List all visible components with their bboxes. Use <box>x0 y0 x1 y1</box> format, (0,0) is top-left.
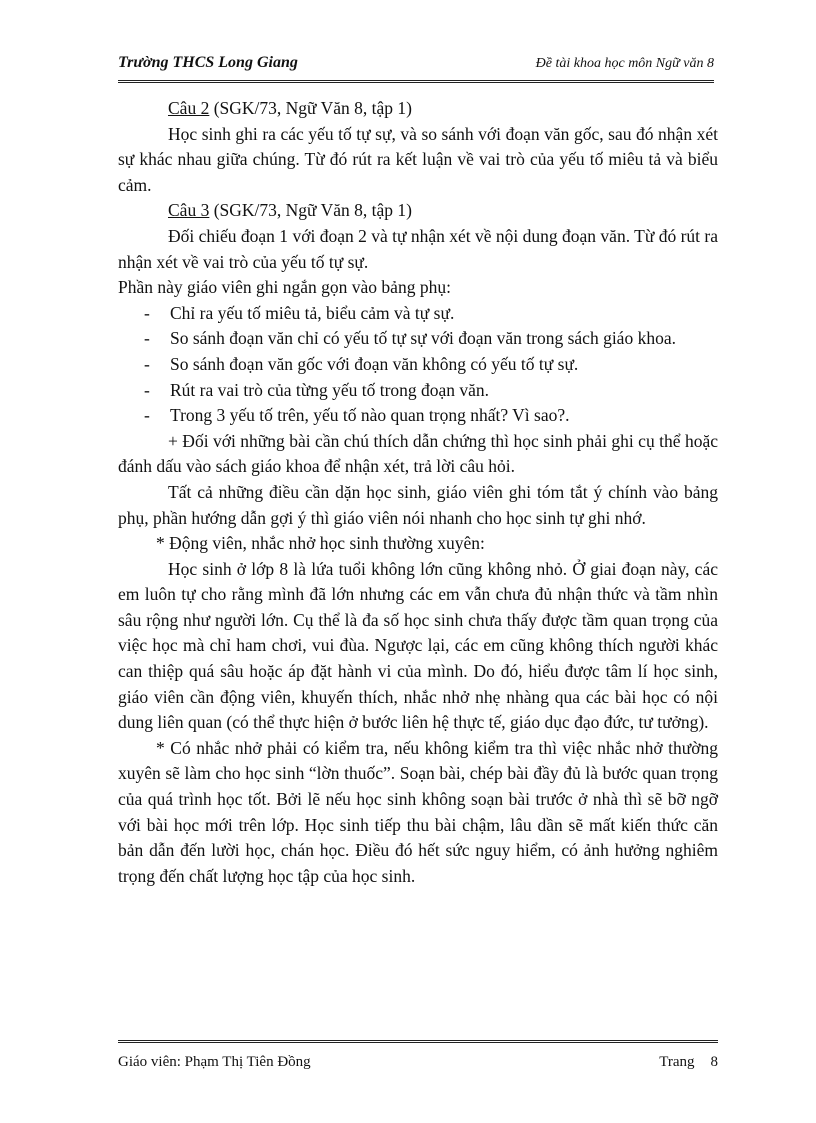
page-label: Trang <box>659 1054 695 1070</box>
question-2-paragraph: Học sinh ghi ra các yếu tố tự sự, và so sánh với đoạn văn gốc, sau đó nhận xét sự khác nhau giữa chúng. Từ đó rút ra kết luận về vai trò của yếu tố miêu tả và biểu cảm. <box>118 123 718 195</box>
question-3-heading <box>118 198 718 224</box>
document-body <box>118 96 718 889</box>
list-item <box>118 378 718 404</box>
list-dash: - <box>144 379 150 400</box>
list-item <box>118 352 718 378</box>
question-2-reference: (SGK/73, Ngữ Văn 8, tập 1) <box>209 98 412 118</box>
summary-paragraph: Tất cả những điều cần dặn học sinh, giáo viên ghi tóm tắt ý chính vào bảng phụ, phần hướng dẫn gợi ý thì giáo viên nói nhanh cho học sinh tự ghi nhớ. <box>118 481 718 528</box>
list-item-text: Rút ra vai trò của từng yếu tố trong đoạn văn. <box>170 379 490 400</box>
page-number: 8 <box>710 1054 718 1070</box>
page-footer <box>118 1040 718 1069</box>
list-dash: - <box>144 328 150 349</box>
encourage-heading: * Động viên, nhắc nhở học sinh thường xuyên: <box>156 533 485 554</box>
list-item-text: So sánh đoạn văn gốc với đoạn văn không có yếu tố tự sự. <box>170 353 579 374</box>
question-2-heading <box>118 96 718 122</box>
list-item-text: Chỉ ra yếu tố miêu tả, biểu cảm và tự sự. <box>170 302 455 323</box>
list-item <box>118 326 718 352</box>
list-item-text: So sánh đoạn văn chỉ có yếu tố tự sự với đoạn văn trong sách giáo khoa. <box>170 328 676 349</box>
school-name: Trường THCS Long Giang <box>118 54 298 71</box>
list-item-text: Trong 3 yếu tố trên, yếu tố nào quan trọng nhất? Vì sao?. <box>170 405 570 426</box>
board-list <box>118 301 718 429</box>
check-paragraph: * Có nhắc nhở phải có kiểm tra, nếu không kiểm tra thì việc nhắc nhở thường xuyên sẽ làm cho học sinh “lờn thuốc”. Soạn bài, chép bài đầy đủ là bước quan trọng của quá trình học tốt. Bởi lẽ nếu học sinh không soạn bài trước ở nhà thì sẽ bỡ ngỡ với bài học mới trên lớp. Học sinh tiếp thu bài chậm, lâu dần sẽ mất kiến thức căn bản dẫn đến lười học, chán học. Điều đó hết sức nguy hiểm, có ảnh hưởng nghiêm trọng đến chất lượng học tập của học sinh. <box>118 737 718 886</box>
note-paragraph: + Đối với những bài cần chú thích dẫn chứng thì học sinh phải ghi cụ thể hoặc đánh dấu vào sách giáo khoa để nhận xét, trả lời câu hỏi. <box>118 430 718 477</box>
list-dash: - <box>144 405 150 426</box>
question-3-reference: (SGK/73, Ngữ Văn 8, tập 1) <box>209 200 412 221</box>
page-header <box>118 50 714 83</box>
board-intro: Phần này giáo viên ghi ngắn gọn vào bảng phụ: <box>118 277 451 298</box>
question-2-label: Câu 2 <box>168 98 210 118</box>
question-3-paragraph: Đối chiếu đoạn 1 với đoạn 2 và tự nhận xét về nội dung đoạn văn. Từ đó rút ra nhận xét về vai trò của yếu tố tự sự. <box>118 225 718 272</box>
list-dash: - <box>144 302 150 323</box>
page-indicator <box>659 1054 718 1071</box>
list-item <box>118 403 718 429</box>
document-topic: Đề tài khoa học môn Ngữ văn 8 <box>535 56 714 71</box>
list-item <box>118 301 718 327</box>
question-3-label: Câu 3 <box>168 200 210 221</box>
list-dash: - <box>144 353 150 374</box>
encourage-paragraph: Học sinh ở lớp 8 là lứa tuổi không lớn cũng không nhỏ. Ở giai đoạn này, các em luôn tự cho rằng mình đã lớn nhưng các em vẫn chưa đủ nhận thức và tầm nhìn sâu rộng như người lớn. Cụ thể là đa số học sinh chưa thấy được tầm quan trọng của việc học mà chỉ ham chơi, vui đùa. Ngược lại, các em cũng không thích người khác can thiệp quá sâu hoặc áp đặt hành vi của mình. Do đó, hiểu được tâm lí học sinh, giáo viên cần động viên, khuyến thích, nhắc nhở nhẹ nhàng qua các bài học có nội dung liên quan (có thể thực hiện ở bước liên hệ thực tế, giáo dục đạo đức, tư tưởng). <box>118 558 718 733</box>
teacher-name: Giáo viên: Phạm Thị Tiên Đồng <box>118 1054 311 1070</box>
